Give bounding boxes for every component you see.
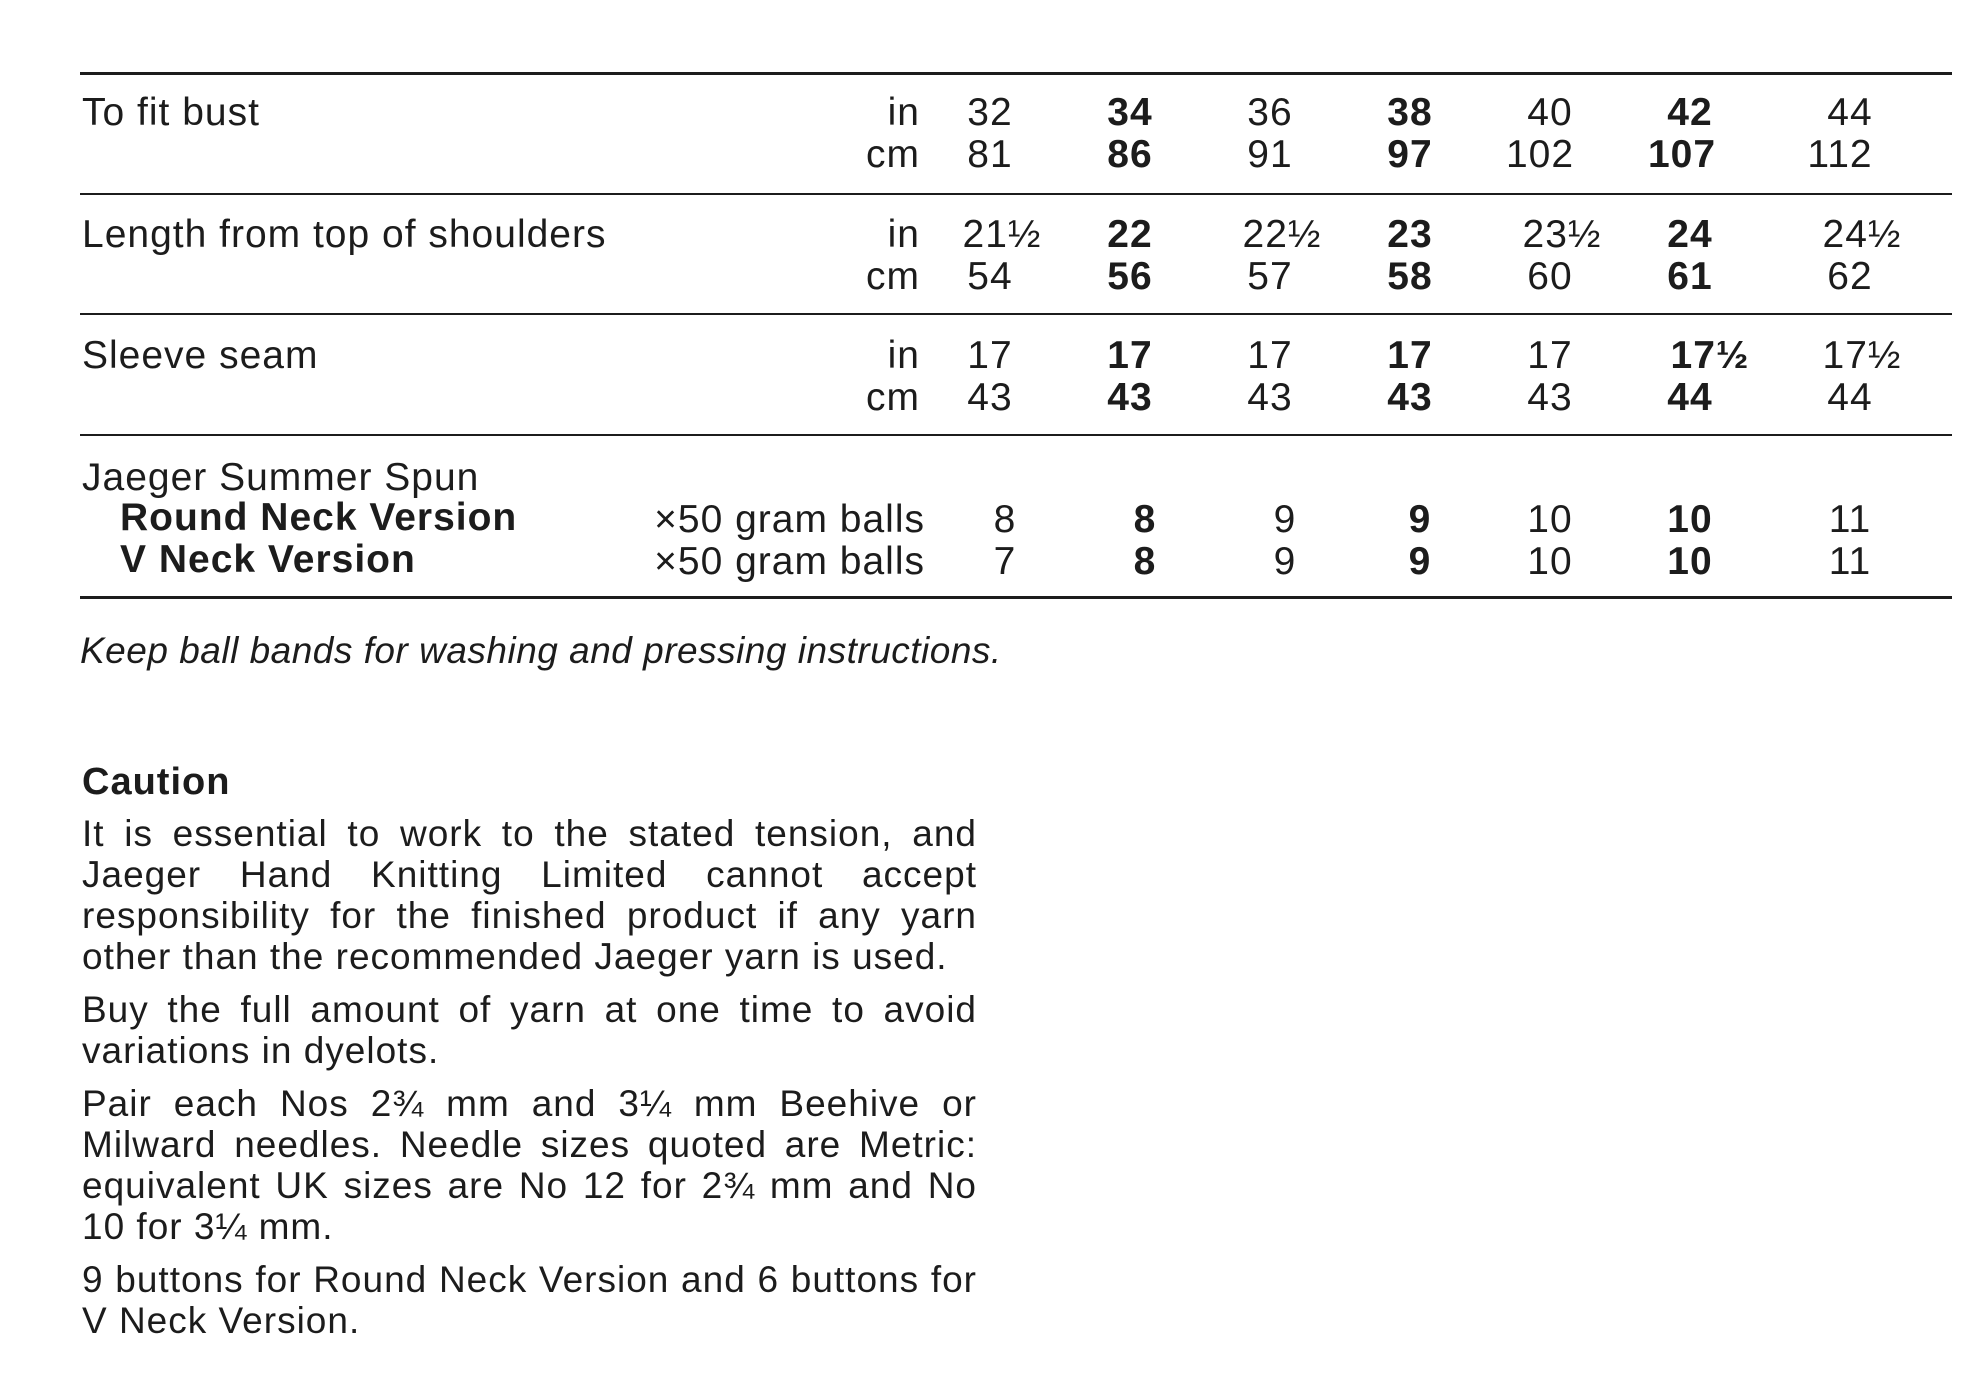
value-in: 23½ [1522,213,1602,256]
balls-value: 7 [993,540,1017,583]
value-in: 32 [967,91,1013,134]
value-cm: 61 [1667,255,1713,298]
value-cm: 43 [1247,376,1293,419]
unit-cm: cm [866,255,920,298]
balls-value: 10 [1667,540,1713,583]
unit-cm: cm [866,376,920,419]
value-in: 24½ [1822,213,1902,256]
balls-value: 10 [1527,498,1573,541]
value-in: 17 [967,334,1013,377]
value-in: 40 [1527,91,1573,134]
table-top-rule [80,72,1952,75]
balls-value: 9 [1408,540,1432,583]
value-in: 44 [1827,91,1873,134]
value-cm: 43 [1107,376,1153,419]
balls-value: 8 [1133,498,1157,541]
value-cm: 58 [1387,255,1433,298]
balls-value: 11 [1828,540,1872,583]
balls-value: 9 [1273,540,1297,583]
value-in: 22 [1107,213,1153,256]
value-cm: 60 [1527,255,1573,298]
value-cm: 54 [967,255,1013,298]
table-bottom-rule [80,596,1952,599]
yarn-title: Jaeger Summer Spun [82,456,480,499]
value-in: 17 [1387,334,1433,377]
value-in: 36 [1247,91,1293,134]
value-cm: 86 [1107,133,1153,176]
caution-paragraph: Buy the full amount of yarn at one time to avoid variations in dyelots. [82,989,977,1071]
value-cm: 107 [1647,133,1717,176]
value-cm: 43 [1527,376,1573,419]
value-cm: 102 [1505,133,1575,176]
row-label-length: Length from top of shoulders [82,213,607,256]
row-divider [80,193,1952,195]
value-in: 17½ [1822,334,1902,377]
value-cm: 43 [967,376,1013,419]
value-cm: 43 [1387,376,1433,419]
balls-value: 9 [1408,498,1432,541]
value-cm: 56 [1107,255,1153,298]
value-in: 21½ [962,213,1042,256]
value-cm: 57 [1247,255,1293,298]
caution-section [82,762,977,1353]
balls-value: 9 [1273,498,1297,541]
balls-value: 10 [1667,498,1713,541]
value-in: 17 [1107,334,1153,377]
value-cm: 44 [1667,376,1713,419]
row-label-bust: To fit bust [82,91,260,134]
unit-in: in [887,334,920,377]
balls-value: 11 [1828,498,1872,541]
value-cm: 97 [1387,133,1433,176]
caution-heading: Caution [82,761,231,803]
unit-in: in [887,213,920,256]
balls-unit: ×50 gram balls [654,498,925,541]
value-in: 17½ [1670,334,1750,377]
value-cm: 112 [1807,133,1873,176]
value-in: 22½ [1242,213,1322,256]
round-neck-label: Round Neck Version [120,496,518,539]
value-in: 17 [1527,334,1573,377]
caution-paragraph: 9 buttons for Round Neck Version and 6 buttons for V Neck Version. [82,1259,977,1341]
row-label-sleeve: Sleeve seam [82,334,319,377]
value-cm: 91 [1247,133,1293,176]
value-cm: 81 [967,133,1013,176]
v-neck-label: V Neck Version [120,538,416,581]
balls-value: 10 [1527,540,1573,583]
caution-paragraph: It is essential to work to the stated tension, and Jaeger Hand Knitting Limited cannot accept responsibility for the finished product if any yarn other than the recommended Jaeger yarn is used. [82,813,977,977]
value-in: 34 [1107,91,1153,134]
balls-value: 8 [993,498,1017,541]
value-in: 17 [1247,334,1293,377]
caution-paragraph: Pair each Nos 2¾ mm and 3¼ mm Beehive or Milward needles. Needle sizes quoted are Metric: equivalent UK sizes are No 12 for 2¾ mm and No 10 for 3¼ mm. [82,1083,977,1247]
balls-unit: ×50 gram balls [654,540,925,583]
value-cm: 62 [1827,255,1873,298]
value-in: 38 [1387,91,1433,134]
balls-value: 8 [1133,540,1157,583]
unit-in: in [887,91,920,134]
value-in: 42 [1667,91,1713,134]
row-divider [80,313,1952,315]
unit-cm: cm [866,133,920,176]
value-in: 23 [1387,213,1433,256]
value-in: 24 [1667,213,1713,256]
row-divider [80,434,1952,436]
ball-band-note: Keep ball bands for washing and pressing instructions. [80,630,1002,671]
value-cm: 44 [1827,376,1873,419]
